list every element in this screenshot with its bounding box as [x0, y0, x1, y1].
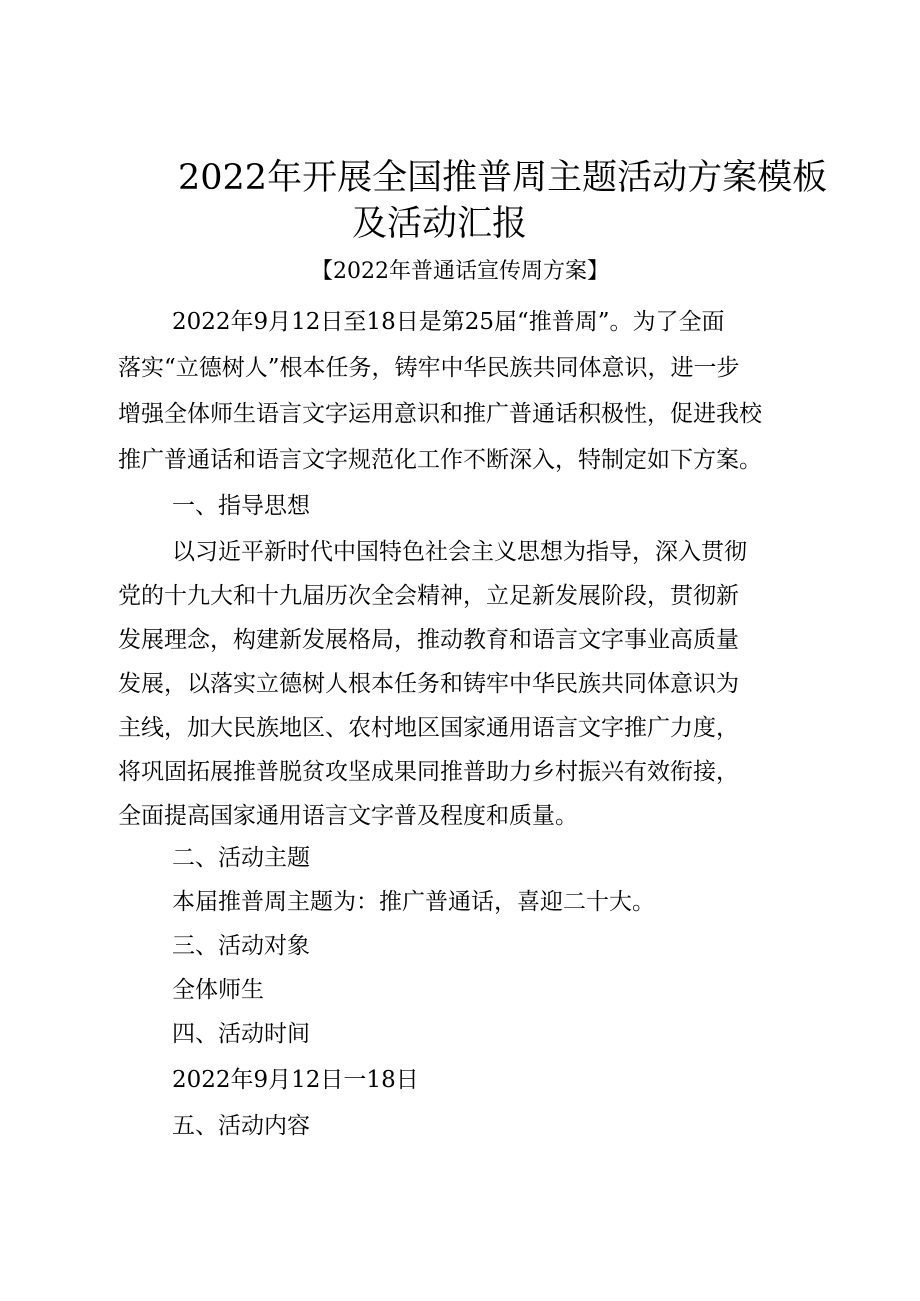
- section1-body-line: 发展理念，构建新发展格局，推动教育和语言文字事业高质量: [118, 627, 739, 653]
- section2-body: 本届推普周主题为：推广普通话，喜迎二十大。: [172, 889, 655, 915]
- section1-body-line: 以习近平新时代中国特色社会主义思想为指导，深入贯彻: [172, 539, 747, 565]
- section-heading-guiding-ideology: 一、指导思想: [172, 493, 310, 519]
- intro-line: 增强全体师生语言文字运用意识和推广普通话积极性，促进我校: [118, 401, 762, 427]
- intro-line: 落实“立德树人”根本任务，铸牢中华民族共同体意识，进一步: [118, 355, 740, 381]
- section-heading-activity-theme: 二、活动主题: [172, 845, 310, 871]
- section1-body-line: 发展，以落实立德树人根本任务和铸牢中华民族共同体意识为: [118, 671, 739, 697]
- section-heading-activity-time: 四、活动时间: [172, 1021, 310, 1047]
- intro-line: 2022年9月12日至18日是第25届“推普周”。为了全面: [172, 309, 725, 335]
- document-title-line2: 及活动汇报: [352, 204, 528, 244]
- document-subtitle: 【2022年普通话宣传周方案】: [311, 259, 609, 284]
- section1-body-line: 将巩固拓展推普脱贫攻坚成果同推普助力乡村振兴有效衔接，: [118, 759, 739, 785]
- section1-body-line: 全面提高国家通用语言文字普及程度和质量。: [118, 803, 578, 829]
- section4-body: 2022年9月12日一18日: [172, 1067, 419, 1093]
- section1-body-line: 党的十九大和十九届历次全会精神，立足新发展阶段，贯彻新: [118, 583, 739, 609]
- intro-line: 推广普通话和语言文字规范化工作不断深入，特制定如下方案。: [118, 447, 762, 473]
- section3-body: 全体师生: [172, 977, 264, 1003]
- section-heading-activity-participants: 三、活动对象: [172, 933, 310, 959]
- section-heading-activity-content: 五、活动内容: [172, 1113, 310, 1139]
- document-title-line1: 2022年开展全国推普周主题活动方案模板: [178, 158, 828, 198]
- section1-body-line: 主线，加大民族地区、农村地区国家通用语言文字推广力度，: [118, 715, 739, 741]
